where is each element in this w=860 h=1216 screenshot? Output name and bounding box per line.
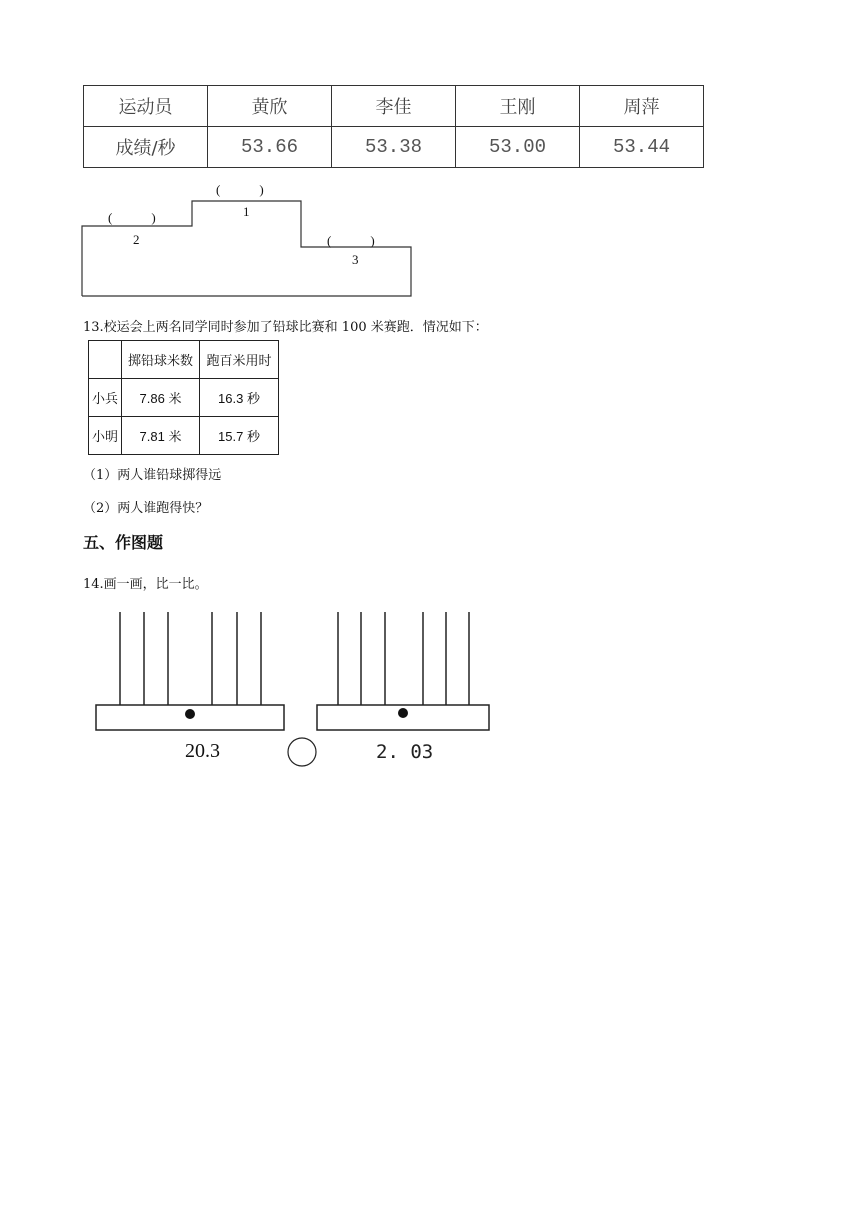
table-row [89,379,279,417]
shot-put-sprint-table [88,340,279,455]
column-header: 跑百米用时 [200,341,279,379]
table-row [89,341,279,379]
student-name: 小明 [89,417,122,455]
second-place-label: 2 [133,232,140,247]
student-name: 小兵 [89,379,122,417]
sprint-time: 16.3 秒 [200,379,279,417]
third-place-label: 3 [352,252,359,267]
section-title: 五、作图题 [83,533,164,552]
shot-put-distance: 7.86 米 [122,379,200,417]
column-header: 掷铅球米数 [122,341,200,379]
left-abacus [96,612,284,730]
row-label: 成绩/秒 [84,127,208,168]
athlete-score: 53.66 [208,127,332,168]
table-row [89,417,279,455]
shot-put-distance: 7.81 米 [122,417,200,455]
athlete-name: 黄欣 [208,86,332,127]
podium-diagram [0,0,860,310]
right-abacus [317,612,489,730]
right-abacus-value: 2. 03 [376,741,434,763]
athlete-score: 53.00 [456,127,580,168]
decimal-point [398,708,408,718]
second-place-blank: ( ) [108,210,156,225]
first-place-blank: ( ) [216,182,264,197]
athlete-score: 53.38 [332,127,456,168]
first-place-label: 1 [243,204,250,219]
athlete-name: 李佳 [332,86,456,127]
left-abacus-value: 20.3 [185,740,220,762]
third-place-blank: ( ) [327,233,375,248]
empty-cell [89,341,122,379]
athlete-score: 53.44 [580,127,704,168]
athlete-name: 王刚 [456,86,580,127]
question-14-text: 14.画一画，比一比。 [83,577,208,592]
question-13-part-1: （1）两人谁铅球掷得远 [83,468,222,483]
decimal-point [185,709,195,719]
question-13-part-2: （2）两人谁跑得快？ [83,501,209,516]
header-cell: 运动员 [84,86,208,127]
athlete-name: 周萍 [580,86,704,127]
question-13-text: 13.校运会上两名同学同时参加了铅球比赛和 100 米赛跑．情况如下： [83,320,488,335]
sprint-time: 15.7 秒 [200,417,279,455]
comparison-circle[interactable] [288,738,316,766]
